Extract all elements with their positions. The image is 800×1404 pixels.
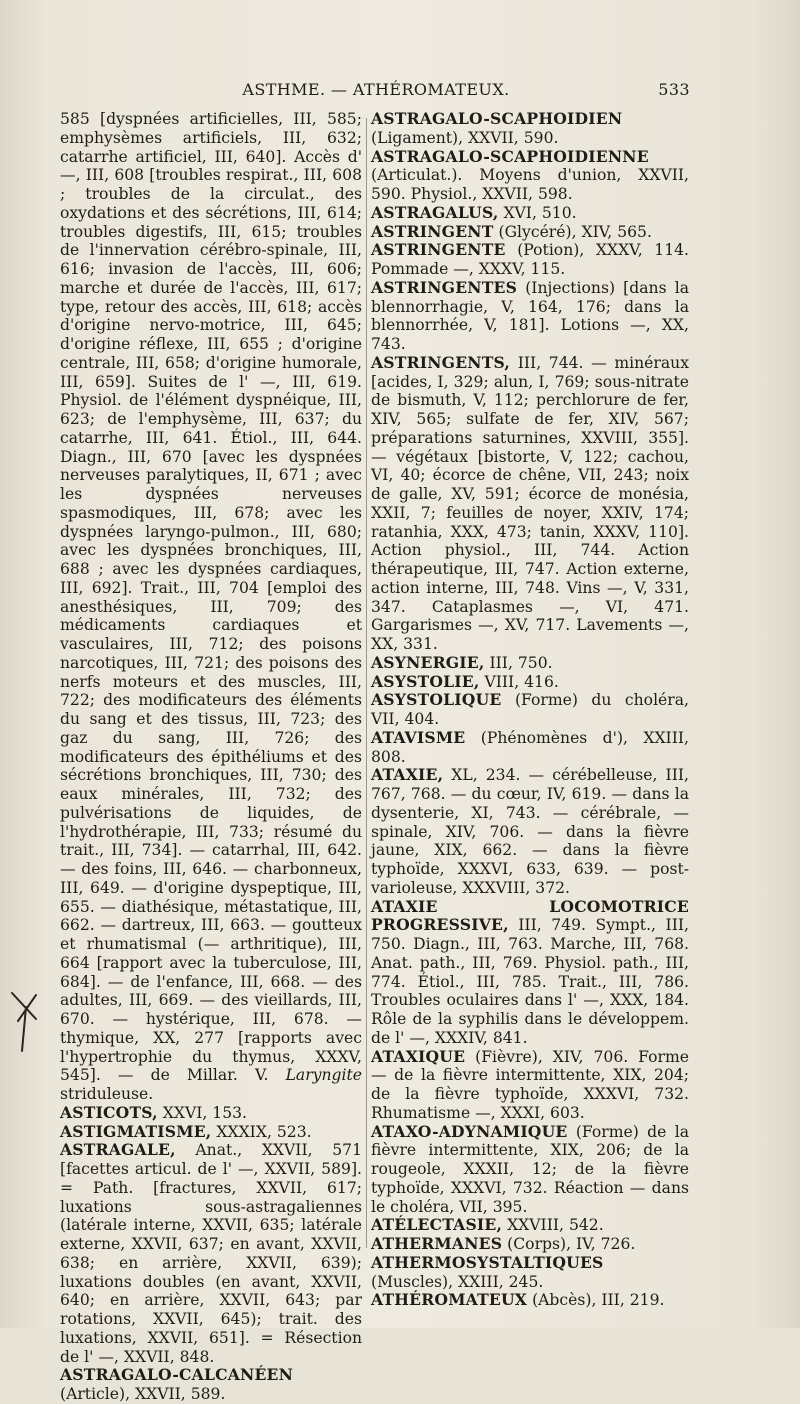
entry-atavisme <box>371 729 689 767</box>
entry-headword: ATAXO-ADYNAMIQUE <box>371 1121 568 1141</box>
entry-astragalo-scaphoidienne <box>371 148 689 204</box>
entry-text: III, 750. <box>484 653 553 672</box>
entry-text: (Articulat.). Moyens d'union, XXVII, 590. Physiol., XXVII, 598. <box>371 166 689 203</box>
entry-headword: ASTRAGALUS, <box>371 202 499 222</box>
handwritten-margin-mark <box>6 985 42 1055</box>
entry-text: (Corps), IV, 726. <box>502 1235 636 1253</box>
entry-asystolie <box>371 673 689 692</box>
entry-astragalo-scaphoidien <box>371 110 689 148</box>
entry-text: Anat., XXVII, 571 [facettes articul. de l' —, XXVII, 589]. = Path. [fractures, XXVII, 617; luxations sous-astragaliennes (latérale interne, XXVII, 635; latérale externe, XXVII, 637; en avant, XXVII, 638; en arrière, XXVII, 639); luxations doubles (en avant, XXVII, 640; en arrière, XXVII, 643; par rotations, XXVII, 645); trait. des luxations, XXVII, 651]. = Résection de l' —, XXVII, 848. <box>60 1141 362 1366</box>
entry-text: 585 [dyspnées artificielles, III, 585; emphysèmes artificiels, III, 632; catarrhe artificiel, III, 640]. Accès d' —, III, 608 [troubles respirat., III, 608 ; troubles de la circulat., des oxydations et des sécrétions, III, 614; troubles digestifs, III, 615; troubles de l'innervation cérébro-spinale, III, 616; invasion de l'accès, III, 606; marche et durée de l'accès, III, 617; type, retour des accès, III, 618; accès d'origine nervo-motrice, III, 645; d'origine réflexe, III, 655 ; d'origine centrale, III, 658; d'origine humorale, III, 659]. Suites de l' —, III, 619. Physiol. de l'élément dyspnéique, III, 623; de l'emphysème, III, 637; du catarrhe, III, 641. Étiol., III, 644. Diagn., III, 670 [avec les dyspnées nerveuses paralytiques, II, 671 ; avec les dyspnées nerveuses spasmodiques, III, 678; avec les dyspnées laryngo-pulmon., III, 680; avec les dyspnées bronchiques, III, 688 ; avec les dyspnées cardiaques, III, 692]. Trait., III, 704 [emploi des anesthésiques, III, 709; des médicaments cardiaques et vasculaires, III, 712; des poisons narcotiques, III, 721; des poisons des nerfs moteurs et des muscles, III, 722; des modificateurs des éléments du sang et des tissus, III, 723; des gaz du sang, III, 726; des modificateurs des épithéliums et des sécrétions bronchiques, III, 730; des eaux minérales, III, 732; des pulvérisations de liquides, de l'hydrothérapie, III, 733; résumé du trait., III, 734]. — catarrhal, III, 642. — des foins, III, 646. — charbonneux, III, 649. — d'origine dyspeptique, III, 655. — diathésique, métastatique, III, 662. — dartreux, III, 663. — goutteux et rhumatismal (— arthritique), III, 664 [rapport avec la tuberculose, III, 684]. — de l'enfance, III, 668. — des adultes, III, 669. — des vieillards, III, 670. — hystérique, III, 678. — thymique, XX, 277 [rapports avec l'hypertrophie du thymus, XXXV, 545]. — de Millar. V. <box>60 110 362 1085</box>
entry-headword: ASYNERGIE, <box>371 652 485 672</box>
entry-text: (Muscles), XXIII, 245. <box>371 1272 544 1291</box>
entry-text: (Fièvre), XIV, 706. Forme — de la fièvre intermittente, XIX, 204; de la fièvre typhoïde, XXXVI, 732. Rhumatisme —, XXXI, 603. <box>371 1047 689 1122</box>
entry-asystolique <box>371 691 689 729</box>
entry-headword: ASTRAGALO-CALCANÉEN <box>60 1365 294 1385</box>
entry-headword: ASYSTOLIE, <box>371 671 480 691</box>
entry-athermanes <box>371 1235 689 1254</box>
entry-headword: ATHÉROMATEUX <box>371 1290 528 1310</box>
entry-text: XXVI, 153. <box>157 1103 248 1122</box>
entry-italic-ref: Laryngite <box>285 1066 362 1085</box>
entry-headword: ATAXIE, <box>371 765 444 785</box>
entry-atheromateux <box>371 1291 689 1310</box>
entry-astringent <box>371 223 689 242</box>
entry-astringents <box>371 354 689 654</box>
entry-text: III, 744. — minéraux [acides, I, 329; alun, I, 769; sous-nitrate de bismuth, V, 112; perchlorure de fer, XIV, 565; sulfate de fer, XIV, 567; préparations saturnines, XXVIII, 355]. — végétaux [bistorte, V, 122; cachou, VI, 40; écorce de chêne, VII, 243; noix de galle, XV, 591; écorce de monésia, XXII, 7; feuilles de noyer, XXIV, 174; ratanhia, XXX, 473; tanin, XXXV, 110]. Action physiol., III, 744. Action thérapeutique, III, 747. Action externe, action interne, III, 748. Vins —, V, 331, 347. Cataplasmes —, VI, 471. Gargarismes —, XV, 717. Lavements —, XX, 331. <box>371 353 689 653</box>
running-header <box>62 80 690 104</box>
entry-astragalo-calcaneen <box>60 1366 362 1404</box>
entry-headword: ATÉLECTASIE, <box>371 1215 503 1235</box>
entry-text: (Ligament), XXVII, 590. <box>371 128 559 147</box>
entry-headword: ASTRINGENT <box>371 221 494 241</box>
entry-headword: ASTRAGALE, <box>60 1140 176 1160</box>
entry-headword: ASTRAGALO-SCAPHOIDIENNE <box>371 146 649 166</box>
entry-text: III, 749. Sympt., III, 750. Diagn., III, 763. Marche, III, 768. Anat. path., III, 769. Physiol. path., III, 774. Étiol., III, 785. Trait., III, 786. Troubles oculaires dans l' —, XXX, 184. Rôle de la syphilis dans le développem. de l' —, XXXIV, 841. <box>371 916 689 1047</box>
entry-astringentes <box>371 279 689 354</box>
entry-headword: ATHERMANES <box>371 1234 503 1253</box>
entry-text: (Potion), XXXV, 114. Pommade —, XXXV, 115. <box>371 241 689 278</box>
entry-asticots <box>60 1104 362 1123</box>
entry-astragale <box>60 1141 362 1366</box>
header-title: ASTHME. — ATHÉROMATEUX. <box>242 80 510 99</box>
entry-headword: ASTICOTS, <box>60 1102 158 1122</box>
entry-text: (Forme) du choléra, VII, 404. <box>371 691 689 728</box>
entry-text: XL, 234. — cérébelleuse, III, 767, 768. — du cœur, IV, 619. — dans la dysenterie, XI, 743. — cérébrale, — spinale, XIV, 706. — dans la fièvre jaune, XIX, 662. — dans la fièvre typhoïde, XXXVI, 633, 639. — post-variolеuse, XXXVIII, 372. <box>371 766 689 897</box>
entry-atelectasie <box>371 1216 689 1235</box>
entry-text: (Abcès), III, 219. <box>527 1291 665 1310</box>
entry-ataxo-adynamique <box>371 1123 689 1217</box>
entry-asynergie <box>371 654 689 673</box>
entry-astragalus <box>371 204 689 223</box>
entry-astringente <box>371 241 689 279</box>
right-column <box>371 110 689 1310</box>
entry-athermosystaltiques <box>371 1254 689 1292</box>
entry-headword: ASTRINGENTS, <box>371 352 511 372</box>
entry-ataxique <box>371 1048 689 1123</box>
entry-text: (Forme) de la fièvre intermittente, XIX, 206; de la rougeole, XXXII, 12; de la fièvre typhoïde, XXXVI, 732. Réaction — dans le choléra, VII, 395. <box>371 1122 689 1216</box>
column-divider <box>366 118 367 1248</box>
entry-headword: ASTRINGENTES <box>371 277 518 297</box>
entry-ataxie <box>371 766 689 897</box>
entry-astigmatisme <box>60 1123 362 1142</box>
entry-ataxie-locomotrice <box>371 898 689 1048</box>
entry-headword: ASYSTOLIQUE <box>371 690 502 710</box>
entry-headword: ASTRAGALO-SCAPHOIDIEN <box>371 109 623 128</box>
entry-text: XVI, 510. <box>498 203 577 222</box>
entry-text: XXXIX, 523. <box>211 1122 312 1141</box>
entry-headword: ASTIGMATISME, <box>60 1121 212 1141</box>
entry-asthme-continued <box>60 110 362 1104</box>
entry-text: (Glycéré), XIV, 565. <box>493 222 652 241</box>
entry-text: (Injections) [dans la blennorrhagie, V, 164, 176; dans la blennorrhée, V, 181]. Lotions —, XX, 743. <box>371 278 689 353</box>
page-number: 533 <box>658 80 690 99</box>
left-column <box>60 110 362 1404</box>
entry-text: XXVIII, 542. <box>502 1216 604 1235</box>
entry-text: VIII, 416. <box>479 672 559 691</box>
entry-headword: ATHERMOSYSTALTIQUES <box>371 1252 604 1272</box>
entry-headword: ATAXIQUE <box>371 1046 466 1066</box>
entry-text: (Article), XXVII, 589. <box>60 1385 226 1403</box>
entry-headword: ATAVISME <box>371 727 466 747</box>
entry-headword: ASTRINGENTE <box>371 240 506 260</box>
entry-text-tail: striduleuse. <box>60 1085 154 1103</box>
entry-headword: ATAXIE LOCOMOTRICE PROGRESSIVE, <box>371 896 689 935</box>
entry-text: (Phénomènes d'), XXIII, 808. <box>371 728 689 766</box>
